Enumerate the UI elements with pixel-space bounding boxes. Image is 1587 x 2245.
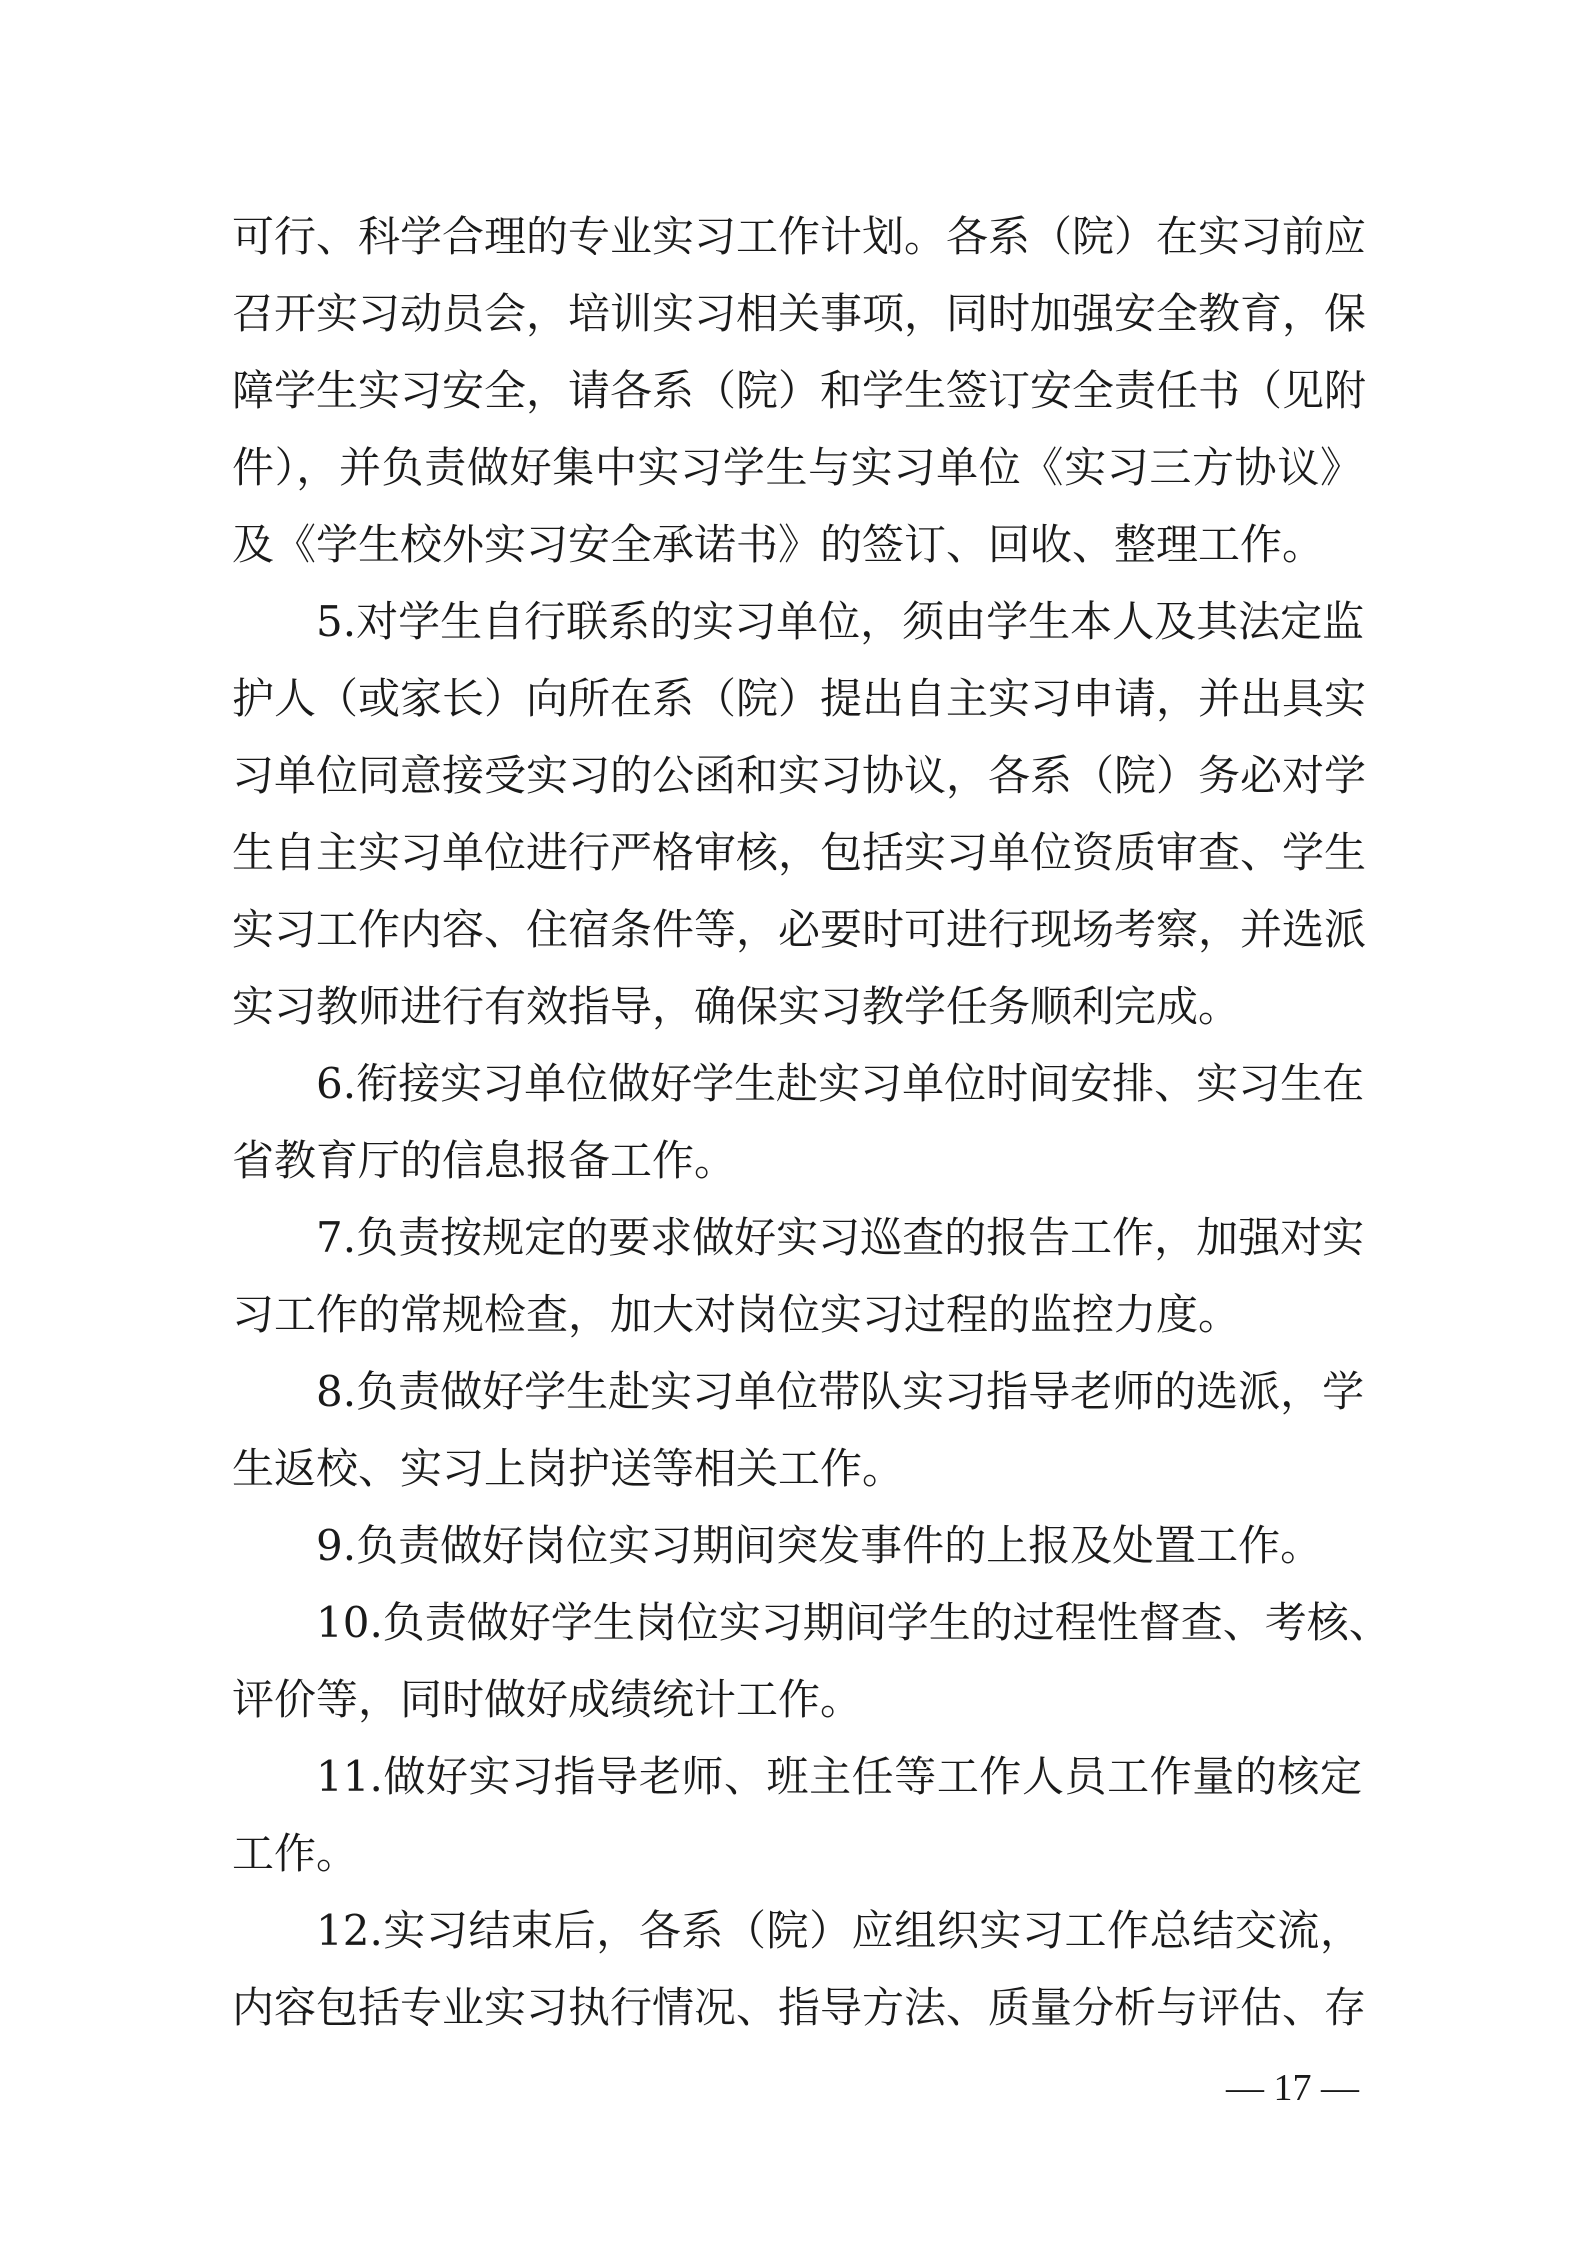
text-line-2: 召开实习动员会，培训实习相关事项，同时加强安全教育，保 [232,289,1367,338]
text-line-12: 6.衔接实习单位做好学生赴实习单位时间安排、实习生在 [316,1059,1365,1108]
text-line-3: 障学生实习安全，请各系（院）和学生签订安全责任书（见附 [232,366,1367,415]
text-line-7: 护人（或家长）向所在系（院）提出自主实习申请，并出具实 [232,674,1367,723]
text-line-17: 生返校、实习上岗护送等相关工作。 [232,1444,905,1493]
text-line-16: 8.负责做好学生赴实习单位带队实习指导老师的选派，学 [316,1367,1365,1416]
text-line-19: 10.负责做好学生岗位实习期间学生的过程性督查、考核、 [316,1598,1391,1647]
page-number: — 17 — [1226,2067,1359,2109]
text-line-15: 习工作的常规检查，加大对岗位实习过程的监控力度。 [232,1290,1241,1339]
text-line-21: 11.做好实习指导老师、班主任等工作人员工作量的核定 [316,1752,1362,1801]
text-line-6: 5.对学生自行联系的实习单位，须由学生本人及其法定监 [316,597,1365,646]
text-line-5: 及《学生校外实习安全承诺书》的签订、回收、整理工作。 [232,520,1325,569]
text-line-13: 省教育厅的信息报备工作。 [232,1136,737,1185]
text-line-8: 习单位同意接受实习的公函和实习协议，各系（院）务必对学 [232,751,1367,800]
text-line-23: 12.实习结束后，各系（院）应组织实习工作总结交流， [316,1906,1362,1955]
text-line-1: 可行、科学合理的专业实习工作计划。各系（院）在实习前应 [232,212,1367,261]
text-line-4: 件），并负责做好集中实习学生与实习单位《实习三方协议》 [232,443,1362,492]
text-line-11: 实习教师进行有效指导，确保实习教学任务顺利完成。 [232,982,1241,1031]
text-line-24: 内容包括专业实习执行情况、指导方法、质量分析与评估、存 [232,1983,1367,2032]
text-line-10: 实习工作内容、住宿条件等，必要时可进行现场考察，并选派 [232,905,1367,954]
text-line-14: 7.负责按规定的要求做好实习巡查的报告工作，加强对实 [316,1213,1365,1262]
text-line-20: 评价等，同时做好成绩统计工作。 [232,1675,863,1724]
text-line-18: 9.负责做好岗位实习期间突发事件的上报及处置工作。 [316,1521,1323,1570]
text-line-9: 生自主实习单位进行严格审核，包括实习单位资质审查、学生 [232,828,1367,877]
text-line-22: 工作。 [232,1829,359,1878]
